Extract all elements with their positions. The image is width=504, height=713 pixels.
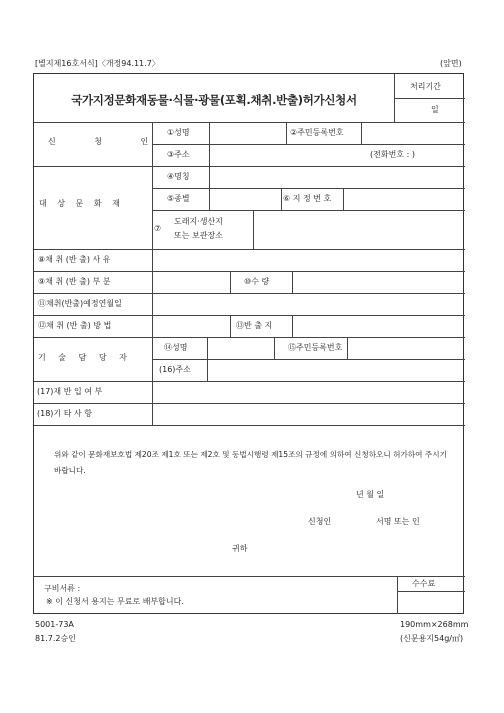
processing-period-label: 처리기간 [410, 82, 441, 91]
application-form [33, 73, 464, 614]
processing-period-unit: 일 [431, 105, 439, 114]
tech-name-field[interactable]: ⑭성명 [164, 343, 188, 352]
required-documents-label: 구비서류 : [44, 584, 81, 593]
location-line-1: 도래지·생산지 [174, 217, 223, 226]
reason-label: ⑧채 취 (반 출) 사 유 [38, 255, 111, 264]
target-heritage-label: 대 상 문 화 재 [39, 199, 124, 208]
other-label: (18)기 타 사 항 [37, 409, 92, 418]
date-line[interactable]: 년 월 일 [356, 490, 385, 499]
paper-size: 190mm×268mm [400, 620, 469, 629]
tech-address-field[interactable]: (16)주소 [159, 365, 191, 374]
form-code: 5001-73A [35, 620, 74, 629]
planned-date-label: ⑪채취(반출)예정연월일 [38, 299, 122, 308]
tech-staff-label: 기 술 담 당 자 [38, 353, 132, 362]
location-number: ⑦ [154, 224, 162, 233]
applicant-name-field[interactable]: ①성명 [167, 128, 190, 137]
applicant-address-field[interactable]: ③주소 [167, 150, 190, 159]
paper-type: (신문용지54g/㎡) [400, 634, 464, 643]
free-distribution-note: ※ 이 신청서 용지는 무료로 배부합니다. [46, 597, 184, 606]
part-label: ⑨채 취 (반 출) 부 분 [38, 277, 111, 286]
location-line-2: 또는 보관장소 [174, 231, 223, 240]
approval-date: 81.7.2승인 [35, 634, 76, 643]
designation-number-field[interactable]: ⑥ 지 정 번 호 [283, 194, 332, 203]
applicant-rrn-field[interactable]: ②주민등록번호 [290, 128, 344, 137]
method-label: ⑫채 취 (반 출) 방 법 [38, 321, 112, 330]
signature-or-seal[interactable]: 서명 또는 인 [376, 517, 420, 526]
form-title: 국가지정문화재동물·식물·광물(포획.채취.반출)허가신청서 [71, 93, 357, 107]
destination-label: ⑬반 출 지 [236, 321, 273, 330]
declaration-text: 위와 같이 문화재보호법 제20조 제1호 또는 제2호 및 동법시행령 제15조의 규정에 의하여 신청하오니 허가하여 주시기 바랍니다. [54, 450, 447, 475]
quantity-label: ⑩수 량 [244, 277, 270, 286]
form-reference: [별지제16호서식]〈개정94.11.7〉 [35, 59, 160, 68]
return-label: (17)재 반 입 여 부 [37, 387, 103, 396]
heritage-name-field[interactable]: ④명칭 [167, 172, 190, 181]
applicant-signature-label: 신청인 [308, 517, 332, 526]
fee-label: 수수료 [412, 579, 436, 588]
front-side-label: (앞면) [440, 59, 462, 68]
applicant-label: 신 청 인 [48, 137, 167, 146]
applicant-phone-field[interactable]: (전화번호 : ) [370, 150, 415, 159]
heritage-species-field[interactable]: ⑤종별 [167, 194, 190, 203]
addressee-label: 귀하 [232, 544, 248, 553]
tech-rrn-field[interactable]: ⑮주민등록번호 [288, 343, 343, 352]
